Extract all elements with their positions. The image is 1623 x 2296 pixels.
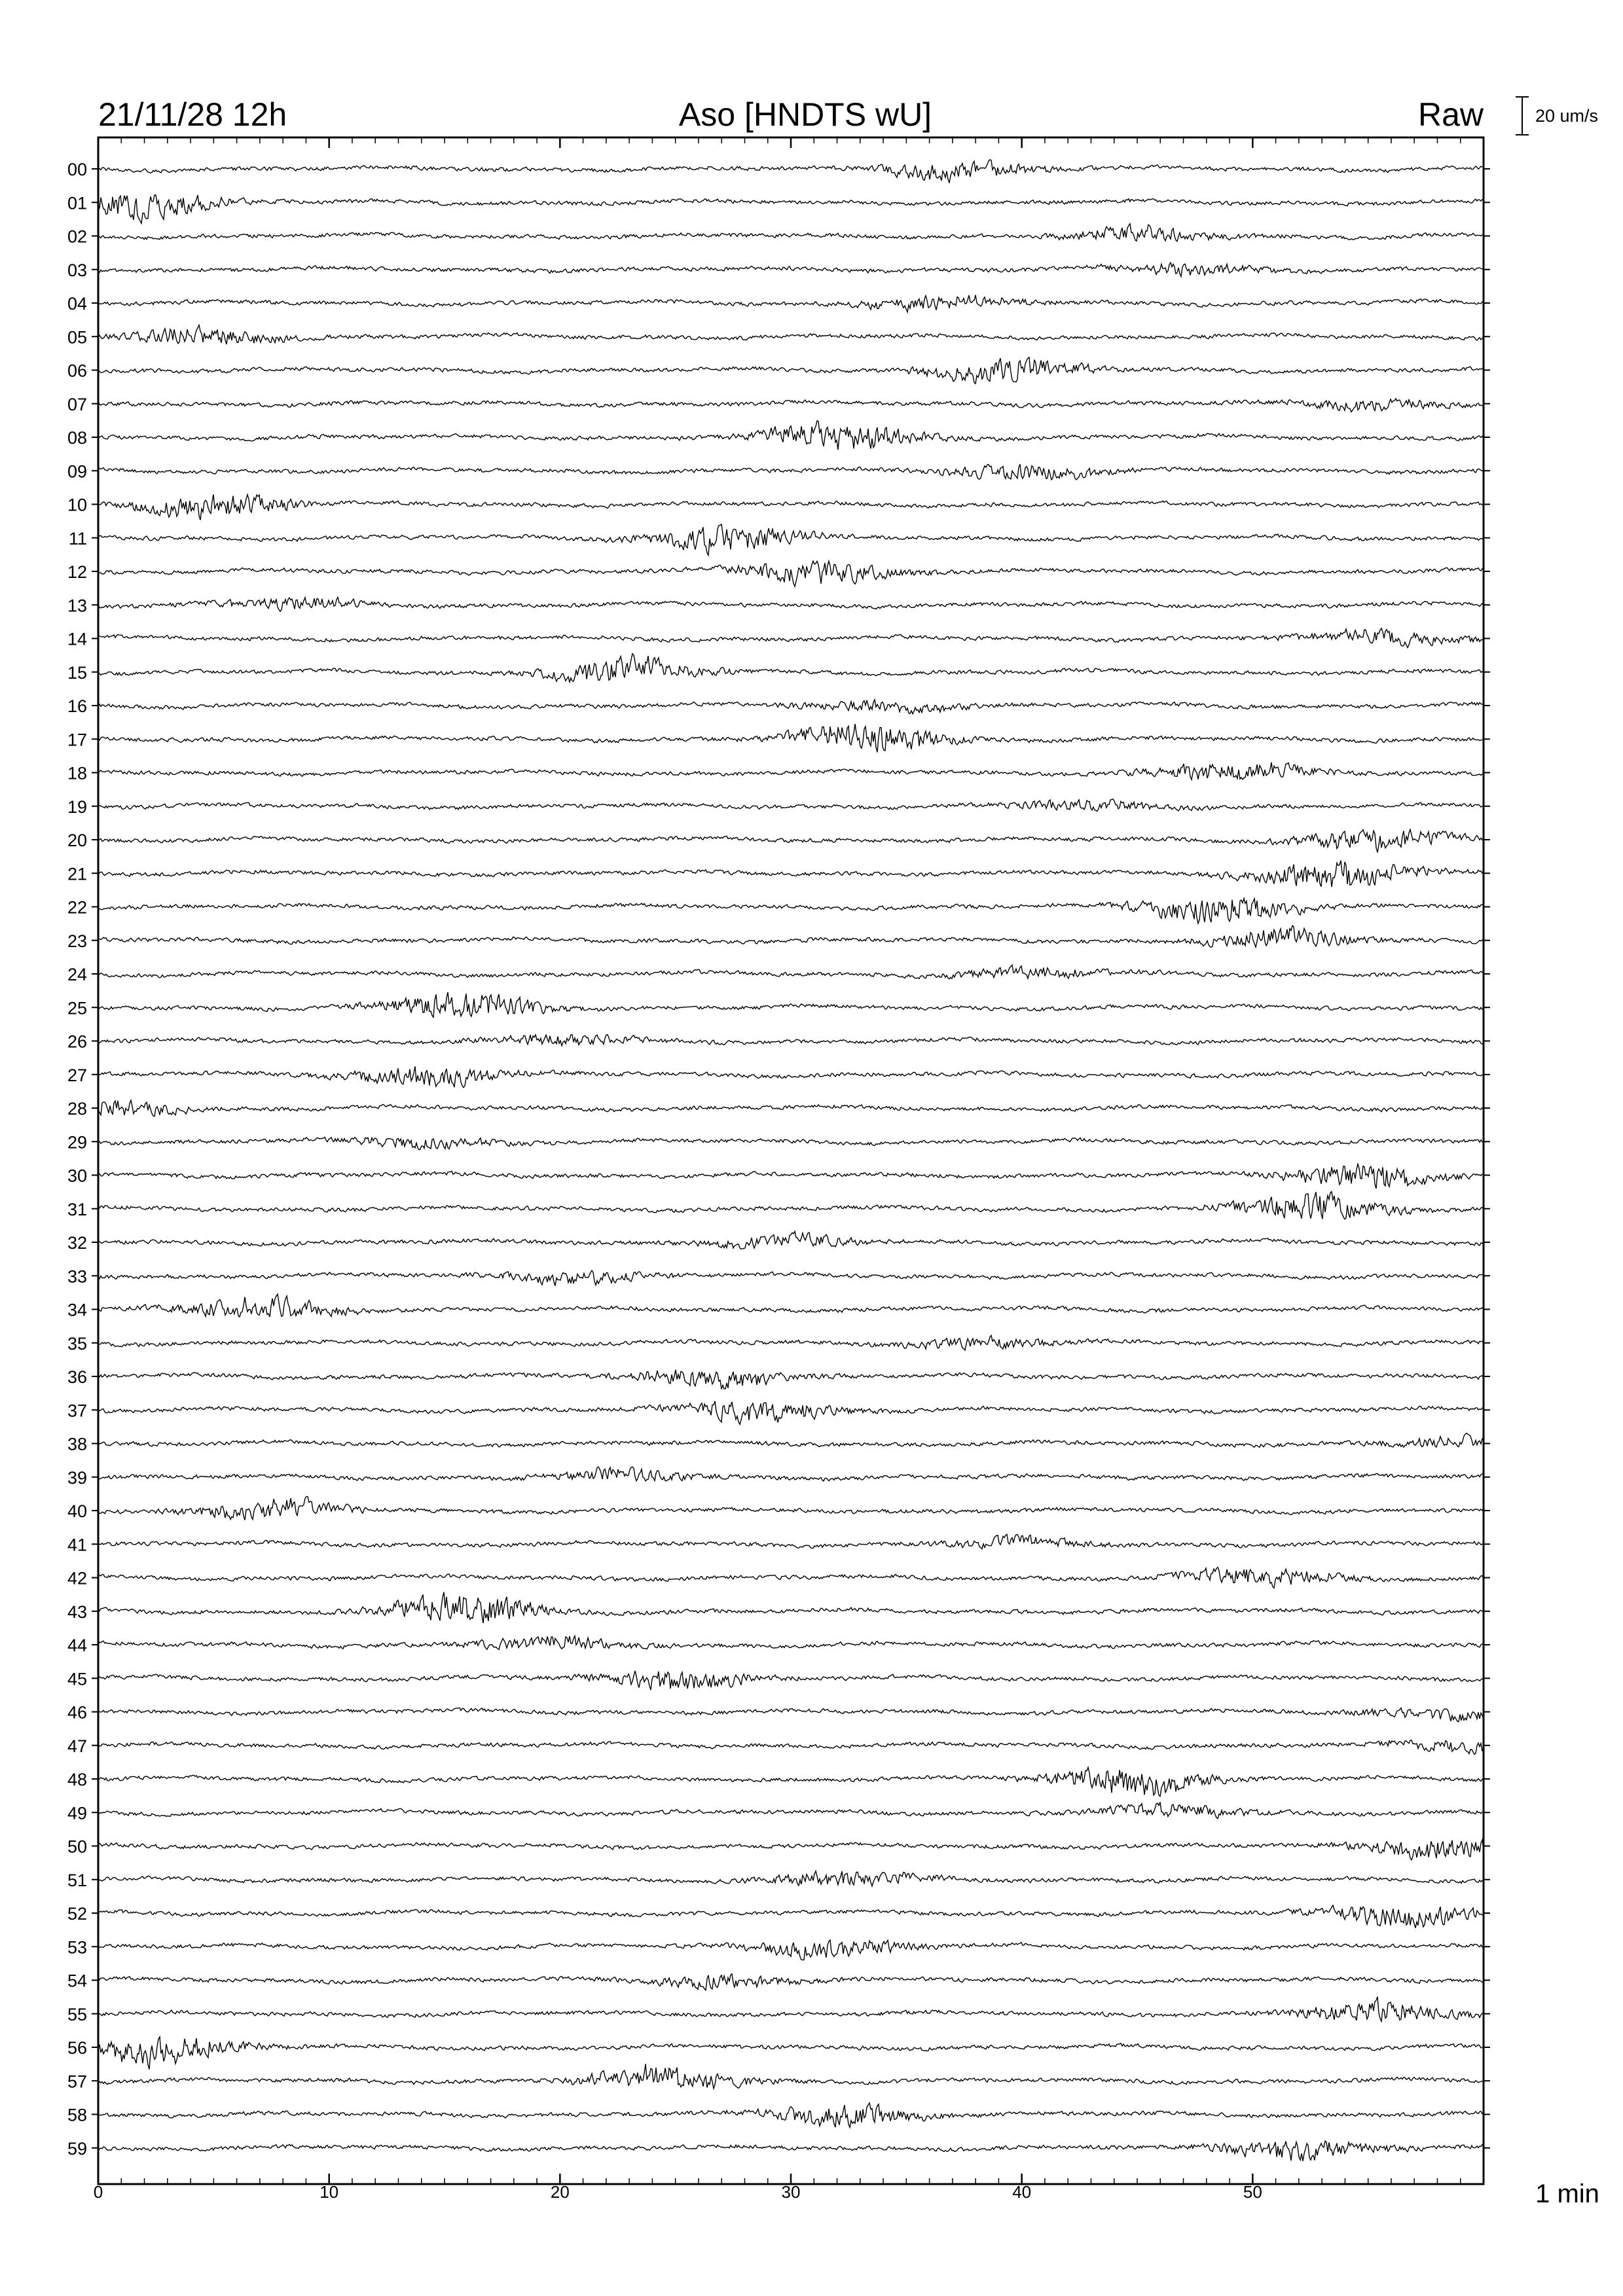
hour-label-41: 41 bbox=[67, 1535, 87, 1555]
hour-label-54: 54 bbox=[67, 1971, 87, 1991]
x-unit-label: 1 min bbox=[1535, 2179, 1599, 2208]
hour-label-31: 31 bbox=[67, 1199, 87, 1219]
hour-label-52: 52 bbox=[67, 1904, 87, 1924]
hour-label-47: 47 bbox=[67, 1736, 87, 1756]
trace-29 bbox=[98, 1137, 1484, 1149]
trace-34 bbox=[98, 1294, 1484, 1317]
hour-label-40: 40 bbox=[67, 1501, 87, 1521]
trace-51 bbox=[98, 1871, 1484, 1886]
hour-label-53: 53 bbox=[67, 1937, 87, 1958]
hour-label-57: 57 bbox=[67, 2072, 87, 2092]
trace-09 bbox=[98, 464, 1484, 480]
hour-label-25: 25 bbox=[67, 998, 87, 1018]
hour-label-21: 21 bbox=[67, 864, 87, 884]
trace-17 bbox=[98, 724, 1484, 752]
hour-label-44: 44 bbox=[67, 1636, 87, 1655]
trace-50 bbox=[98, 1840, 1484, 1860]
trace-49 bbox=[98, 1802, 1484, 1818]
trace-43 bbox=[98, 1592, 1484, 1623]
hour-label-28: 28 bbox=[67, 1099, 87, 1119]
trace-02 bbox=[98, 224, 1484, 242]
hour-label-38: 38 bbox=[67, 1434, 87, 1454]
trace-56 bbox=[98, 2037, 1484, 2070]
trace-33 bbox=[98, 1270, 1484, 1285]
hour-label-11: 11 bbox=[68, 528, 87, 548]
trace-18 bbox=[98, 762, 1484, 780]
hour-label-04: 04 bbox=[67, 294, 87, 314]
trace-31 bbox=[98, 1192, 1484, 1219]
trace-24 bbox=[98, 965, 1484, 978]
x-tick-label-20: 20 bbox=[550, 2182, 570, 2202]
hour-label-16: 16 bbox=[67, 696, 87, 716]
x-tick-label-50: 50 bbox=[1243, 2182, 1262, 2202]
x-tick-label-0: 0 bbox=[93, 2182, 103, 2202]
hour-label-09: 09 bbox=[67, 461, 87, 482]
trace-10 bbox=[98, 494, 1484, 520]
trace-25 bbox=[98, 992, 1484, 1017]
hour-labels bbox=[67, 160, 1490, 2159]
hour-label-49: 49 bbox=[67, 1803, 87, 1823]
hour-label-24: 24 bbox=[67, 965, 87, 984]
hour-label-39: 39 bbox=[67, 1467, 87, 1488]
trace-20 bbox=[98, 829, 1484, 852]
hour-label-45: 45 bbox=[67, 1669, 87, 1689]
trace-52 bbox=[98, 1905, 1484, 1928]
scale-label: 20 um/s bbox=[1535, 106, 1599, 126]
hour-label-51: 51 bbox=[67, 1870, 87, 1890]
trace-27 bbox=[98, 1066, 1484, 1087]
trace-05 bbox=[98, 325, 1484, 344]
trace-15 bbox=[98, 654, 1484, 682]
hour-label-19: 19 bbox=[67, 797, 87, 817]
hour-label-14: 14 bbox=[67, 629, 87, 649]
hour-label-36: 36 bbox=[67, 1367, 87, 1387]
x-tick-label-40: 40 bbox=[1012, 2182, 1032, 2202]
hour-label-33: 33 bbox=[67, 1266, 87, 1287]
hour-label-08: 08 bbox=[67, 428, 87, 448]
trace-06 bbox=[98, 357, 1484, 384]
trace-12 bbox=[98, 561, 1484, 586]
hour-label-10: 10 bbox=[67, 495, 87, 515]
hour-label-13: 13 bbox=[67, 596, 87, 616]
hour-label-46: 46 bbox=[67, 1702, 87, 1723]
hour-label-59: 59 bbox=[67, 2138, 87, 2159]
hour-label-34: 34 bbox=[67, 1300, 87, 1320]
hour-label-35: 35 bbox=[67, 1333, 87, 1354]
trace-group bbox=[98, 160, 1484, 2161]
hour-label-27: 27 bbox=[67, 1065, 87, 1085]
trace-47 bbox=[98, 1740, 1484, 1755]
hour-label-05: 05 bbox=[67, 327, 87, 348]
hour-label-56: 56 bbox=[67, 2038, 87, 2058]
hour-label-30: 30 bbox=[67, 1166, 87, 1186]
trace-21 bbox=[98, 861, 1484, 887]
hour-label-03: 03 bbox=[67, 260, 87, 280]
trace-32 bbox=[98, 1231, 1484, 1249]
x-tick-label-10: 10 bbox=[319, 2182, 339, 2202]
hour-label-26: 26 bbox=[67, 1031, 87, 1052]
trace-37 bbox=[98, 1401, 1484, 1424]
trace-19 bbox=[98, 799, 1484, 812]
hour-label-00: 00 bbox=[67, 160, 87, 179]
x-tick-label-30: 30 bbox=[781, 2182, 801, 2202]
trace-26 bbox=[98, 1035, 1484, 1046]
trace-40 bbox=[98, 1497, 1484, 1520]
trace-55 bbox=[98, 1997, 1484, 2022]
trace-44 bbox=[98, 1636, 1484, 1650]
hour-label-12: 12 bbox=[67, 562, 87, 582]
hour-label-22: 22 bbox=[67, 897, 87, 918]
trace-45 bbox=[98, 1671, 1484, 1690]
trace-11 bbox=[98, 524, 1484, 556]
hour-label-06: 06 bbox=[67, 361, 87, 381]
trace-39 bbox=[98, 1467, 1484, 1481]
trace-00 bbox=[98, 160, 1484, 183]
trace-48 bbox=[98, 1767, 1484, 1796]
trace-13 bbox=[98, 598, 1484, 612]
trace-22 bbox=[98, 899, 1484, 924]
trace-01 bbox=[98, 195, 1484, 224]
mode-label: Raw bbox=[1417, 96, 1484, 133]
trace-28 bbox=[98, 1100, 1484, 1117]
header bbox=[98, 96, 1598, 135]
hour-label-01: 01 bbox=[67, 193, 87, 213]
hour-label-17: 17 bbox=[67, 730, 87, 750]
hour-label-15: 15 bbox=[67, 662, 87, 683]
trace-46 bbox=[98, 1708, 1484, 1721]
trace-59 bbox=[98, 2141, 1484, 2161]
hour-label-50: 50 bbox=[67, 1837, 87, 1857]
trace-35 bbox=[98, 1335, 1484, 1350]
trace-42 bbox=[98, 1568, 1484, 1588]
trace-41 bbox=[98, 1534, 1484, 1549]
trace-53 bbox=[98, 1940, 1484, 1960]
hour-label-58: 58 bbox=[67, 2105, 87, 2125]
trace-54 bbox=[98, 1974, 1484, 1990]
trace-16 bbox=[98, 700, 1484, 714]
trace-04 bbox=[98, 295, 1484, 312]
trace-03 bbox=[98, 262, 1484, 276]
hour-label-07: 07 bbox=[67, 394, 87, 414]
trace-14 bbox=[98, 628, 1484, 648]
hour-label-55: 55 bbox=[67, 2004, 87, 2024]
trace-07 bbox=[98, 399, 1484, 412]
trace-08 bbox=[98, 421, 1484, 450]
hour-label-32: 32 bbox=[67, 1233, 87, 1253]
trace-30 bbox=[98, 1164, 1484, 1189]
hour-label-43: 43 bbox=[67, 1602, 87, 1622]
date-label: 21/11/28 12h bbox=[98, 96, 287, 133]
trace-57 bbox=[98, 2064, 1484, 2089]
trace-36 bbox=[98, 1370, 1484, 1390]
plot-frame bbox=[98, 137, 1484, 2184]
trace-38 bbox=[98, 1433, 1484, 1448]
hour-label-37: 37 bbox=[67, 1401, 87, 1421]
station-title: Aso [HNDTS wU] bbox=[678, 96, 932, 133]
hour-label-42: 42 bbox=[67, 1568, 87, 1588]
hour-label-48: 48 bbox=[67, 1770, 87, 1789]
hour-label-18: 18 bbox=[67, 763, 87, 783]
hour-label-02: 02 bbox=[67, 226, 87, 247]
hour-label-23: 23 bbox=[67, 931, 87, 951]
hour-label-29: 29 bbox=[67, 1132, 87, 1153]
trace-23 bbox=[98, 925, 1484, 947]
minute-ticks bbox=[98, 137, 1484, 2184]
hour-label-20: 20 bbox=[67, 831, 87, 850]
trace-58 bbox=[98, 2103, 1484, 2127]
